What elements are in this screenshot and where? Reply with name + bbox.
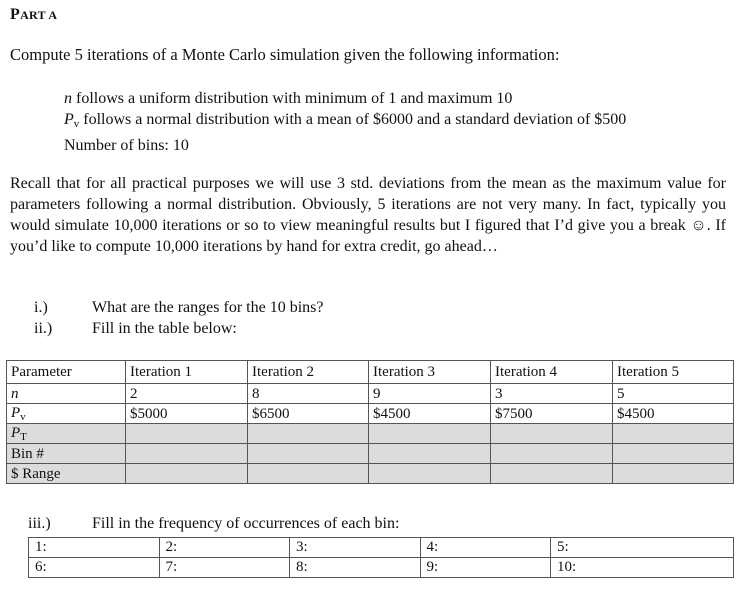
- pv-subscript: v: [73, 118, 80, 130]
- given-n-line: [64, 88, 626, 109]
- table-cell[interactable]: $4500: [613, 404, 734, 424]
- header-iteration-1: Iteration 1: [126, 361, 248, 384]
- bin-cell[interactable]: 9:: [420, 558, 551, 578]
- table-cell[interactable]: [613, 444, 734, 464]
- table-cell[interactable]: 5: [613, 384, 734, 404]
- table-cell[interactable]: $7500: [491, 404, 613, 424]
- table-cell[interactable]: 2: [126, 384, 248, 404]
- header-iteration-3: Iteration 3: [369, 361, 491, 384]
- row-label-pv: [7, 404, 126, 424]
- table-cell[interactable]: $6500: [248, 404, 369, 424]
- heading-first-letter: P: [10, 6, 21, 23]
- row-label-n: [7, 384, 126, 404]
- header-iteration-2: Iteration 2: [248, 361, 369, 384]
- question-i-text: What are the ranges for the 10 bins?: [92, 299, 324, 316]
- n-description: follows a uniform distribution with minimum of 1 and maximum 10: [72, 90, 513, 107]
- part-heading: [10, 6, 57, 24]
- table-cell[interactable]: 8: [248, 384, 369, 404]
- given-info: [64, 88, 626, 156]
- table-cell[interactable]: [369, 424, 491, 444]
- pv-variable: P: [64, 111, 74, 128]
- table-cell[interactable]: [491, 444, 613, 464]
- row-label-bin: Bin #: [7, 444, 126, 464]
- n-variable: n: [64, 90, 72, 107]
- table-cell[interactable]: 3: [491, 384, 613, 404]
- table-row: [29, 558, 734, 578]
- question-iii-text: Fill in the frequency of occurrences of each bin:: [92, 515, 400, 532]
- table-cell[interactable]: [491, 424, 613, 444]
- question-iii-number: iii.): [28, 515, 51, 532]
- question-ii-number: ii.): [34, 320, 53, 337]
- table-row: [7, 404, 734, 424]
- question-ii: [34, 320, 237, 338]
- recall-paragraph: Recall that for all practical purposes we will use 3 std. deviations from the mean as the maximum value for parameters following a normal distribution. Obviously, 5 iterations are not very many. In fact, typically you would simulate 10,000 iterations or so to view meaningful results but I figured that I’d give you a break ☺. If you’d like to compute 10,000 iterations by hand for extra credit, go ahead…: [10, 175, 726, 255]
- table-cell[interactable]: [248, 464, 369, 484]
- table-row: [7, 464, 734, 484]
- table-cell[interactable]: [369, 444, 491, 464]
- bin-cell[interactable]: 10:: [551, 558, 734, 578]
- given-pv-line: [64, 109, 626, 135]
- header-iteration-4: Iteration 4: [491, 361, 613, 384]
- table-cell[interactable]: [126, 444, 248, 464]
- row-label-range: $ Range: [7, 464, 126, 484]
- table-cell[interactable]: 9: [369, 384, 491, 404]
- table-cell[interactable]: [613, 424, 734, 444]
- intro-text: Compute 5 iterations of a Monte Carlo simulation given the following information:: [10, 45, 560, 64]
- table-cell[interactable]: [613, 464, 734, 484]
- table-cell[interactable]: $4500: [369, 404, 491, 424]
- bin-cell[interactable]: 7:: [159, 558, 290, 578]
- header-iteration-5: Iteration 5: [613, 361, 734, 384]
- table-cell[interactable]: [369, 464, 491, 484]
- question-i: [34, 299, 323, 317]
- table-row: [29, 538, 734, 558]
- table-row: [7, 444, 734, 464]
- table-row: [7, 424, 734, 444]
- table-cell[interactable]: [248, 444, 369, 464]
- bin-cell[interactable]: 8:: [290, 558, 421, 578]
- table-cell[interactable]: [491, 464, 613, 484]
- pv-description: follows a normal distribution with a mean of $6000 and a standard deviation of $500: [79, 111, 627, 128]
- frequency-table: [28, 537, 734, 578]
- pv-label-subscript: v: [20, 411, 26, 423]
- pv-label: P: [11, 405, 21, 421]
- given-bins-line: Number of bins: 10: [64, 137, 189, 154]
- question-iii: [28, 515, 399, 533]
- bin-cell[interactable]: 5:: [551, 538, 734, 558]
- table-cell[interactable]: [126, 464, 248, 484]
- n-label: n: [11, 386, 19, 402]
- header-parameter: Parameter: [7, 361, 126, 384]
- bin-cell[interactable]: 1:: [29, 538, 160, 558]
- bin-cell[interactable]: 4:: [420, 538, 551, 558]
- heading-rest: ART A: [20, 8, 58, 22]
- row-label-pt: [7, 424, 126, 444]
- bin-cell[interactable]: 6:: [29, 558, 160, 578]
- table-row: [7, 384, 734, 404]
- bin-cell[interactable]: 2:: [159, 538, 290, 558]
- table-cell[interactable]: $5000: [126, 404, 248, 424]
- pt-label: P: [11, 425, 21, 441]
- question-ii-text: Fill in the table below:: [92, 320, 237, 337]
- table-cell[interactable]: [126, 424, 248, 444]
- table-cell[interactable]: [248, 424, 369, 444]
- pt-label-subscript: T: [20, 431, 27, 443]
- bin-cell[interactable]: 3:: [290, 538, 421, 558]
- table-header-row: [7, 361, 734, 384]
- question-i-number: i.): [34, 299, 48, 316]
- iterations-table: [6, 360, 734, 484]
